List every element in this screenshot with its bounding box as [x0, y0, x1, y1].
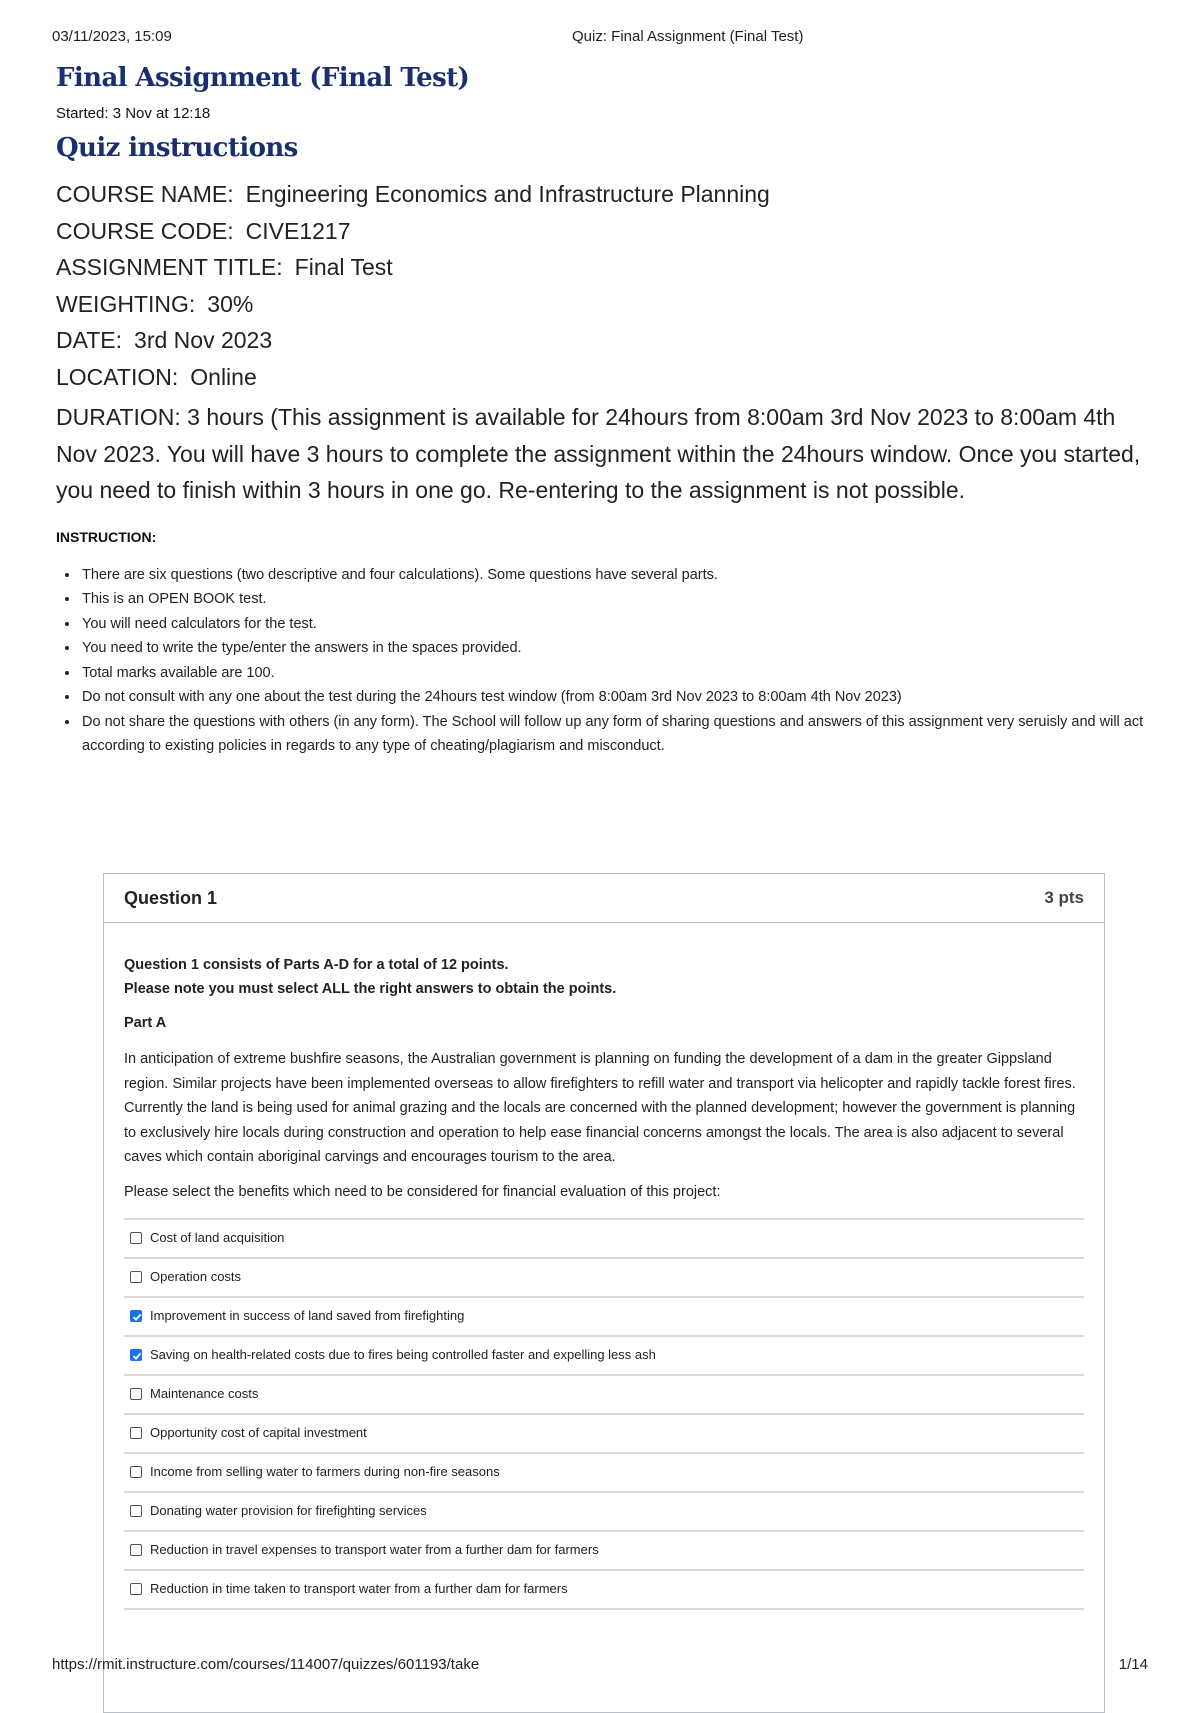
answer-option[interactable] [124, 1415, 1084, 1454]
answer-label: Donating water provision for firefighting services [150, 1502, 427, 1518]
print-url: https://rmit.instructure.com/courses/114007/quizzes/601193/take [52, 1656, 480, 1673]
instruction-item: • Do not consult with any one about the test during the 24hours test window (from 8:00am 3rd Nov 2023 to 8:00am 4th Nov 2023) [80, 685, 1156, 710]
answer-option[interactable] [124, 1298, 1084, 1337]
meta-key: DATE: [56, 327, 123, 353]
answer-option[interactable] [124, 1454, 1084, 1493]
question-part-label: Part A [124, 1015, 167, 1031]
answer-label: Opportunity cost of capital investment [150, 1424, 367, 1440]
meta-key: LOCATION: [56, 363, 179, 390]
instruction-list [56, 563, 1156, 759]
meta-course-name [56, 176, 1156, 213]
answer-label: Saving on health-related costs due to fires being controlled faster and expelling less ash [150, 1346, 656, 1362]
meta-date [56, 322, 1156, 359]
question-points: 3 pts [1044, 888, 1084, 907]
answer-option[interactable] [124, 1571, 1084, 1610]
print-date: 03/11/2023, 15:09 [52, 28, 172, 45]
checkbox-checked[interactable] [130, 1310, 142, 1322]
question-passage: In anticipation of extreme bushfire seasons, the Australian government is planning on funding the development of a dam in the greater Gippsland region. Similar projects have been implemented overseas to allow firefighters to refill water and transport via helicopter and rapidly tackle forest fires. Currently the land is being used for animal grazing and the locals are concerned with the planned development; however the government is planning to exclusively hire locals during construction and operation to help ease financial concerns amongst the locals. The area is also adjacent to several caves which contain aboriginal carvings and encourages tourism to the area. [124, 1051, 1076, 1166]
meta-key: ASSIGNMENT TITLE: [56, 254, 283, 280]
started-time: Started: 3 Nov at 12:18 [56, 105, 211, 122]
question-header [104, 874, 1104, 923]
checkmark-icon [132, 1312, 142, 1322]
print-footer [52, 1656, 1148, 1676]
answer-label: Maintenance costs [150, 1385, 259, 1401]
meta-assignment-title [56, 249, 1156, 286]
print-header [52, 28, 1148, 48]
answer-label: Reduction in time taken to transport water from a further dam for farmers [150, 1580, 568, 1596]
answer-list [124, 1218, 1084, 1610]
checkbox[interactable] [130, 1271, 142, 1283]
page-number: 1/14 [1118, 1656, 1148, 1673]
meta-location [56, 359, 1156, 396]
answer-option[interactable] [124, 1259, 1084, 1298]
checkbox[interactable] [130, 1505, 142, 1517]
meta-value: 3rd Nov 2023 [134, 327, 273, 353]
meta-key: COURSE CODE: [56, 217, 234, 244]
duration-text: DURATION: 3 hours (This assignment is available for 24hours from 8:00am 3rd Nov 2023 to 8:00am 4th Nov 2023. You will have 3 hours to complete the assignment within the 24hours window. Once you started, you need to finish within 3 hours in one go. Re-entering to the assignment is not possible. [56, 404, 1141, 503]
checkbox[interactable] [130, 1232, 142, 1244]
checkbox[interactable] [130, 1388, 142, 1400]
page-title: Final Assignment (Final Test) [56, 63, 470, 93]
answer-option[interactable] [124, 1220, 1084, 1259]
answer-label: Operation costs [150, 1268, 242, 1284]
instruction-item: • You will need calculators for the test. [80, 612, 1156, 637]
checkmark-icon [132, 1351, 142, 1361]
meta-key: COURSE NAME: [56, 181, 234, 207]
instruction-item: • This is an OPEN BOOK test. [80, 587, 1156, 612]
instruction-item: • Total marks available are 100. [80, 661, 1156, 686]
answer-option[interactable] [124, 1376, 1084, 1415]
meta-key: WEIGHTING: [56, 290, 196, 317]
question-intro: Question 1 consists of Parts A-D for a total of 12 points. [124, 957, 509, 973]
checkbox[interactable] [130, 1427, 142, 1439]
meta-value: Engineering Economics and Infrastructure Planning [245, 181, 770, 207]
instructions-heading: Quiz instructions [56, 133, 298, 163]
instruction-label: INSTRUCTION: [56, 528, 157, 545]
meta-value: Final Test [294, 254, 393, 280]
answer-option[interactable] [124, 1532, 1084, 1571]
answer-option[interactable] [124, 1337, 1084, 1376]
question-body [104, 923, 1104, 1610]
answer-label: Cost of land acquisition [150, 1229, 285, 1245]
answer-label: Income from selling water to farmers during non-fire seasons [150, 1463, 500, 1479]
print-tab-title: Quiz: Final Assignment (Final Test) [572, 28, 804, 45]
instruction-item: • Do not share the questions with others (in any form). The School will follow up any form of sharing questions and answers of this assignment very seruisly and will act according to existing policies in regards to any type of cheating/plagiarism and misconduct. [80, 710, 1156, 759]
meta-value: 30% [207, 290, 254, 317]
checkbox[interactable] [130, 1583, 142, 1595]
answer-label: Reduction in travel expenses to transport water from a further dam for farmers [150, 1541, 599, 1557]
meta-value: CIVE1217 [245, 217, 351, 244]
answer-label: Improvement in success of land saved from firefighting [150, 1307, 465, 1323]
checkbox[interactable] [130, 1466, 142, 1478]
checkbox[interactable] [130, 1544, 142, 1556]
meta-value: Online [190, 363, 257, 390]
question-note: Please note you must select ALL the right answers to obtain the points. [124, 981, 617, 997]
meta-weighting [56, 286, 1156, 323]
instruction-item: • There are six questions (two descriptive and four calculations). Some questions have several parts. [80, 563, 1156, 588]
question-card [103, 873, 1105, 1713]
question-prompt: Please select the benefits which need to be considered for financial evaluation of this project: [124, 1183, 721, 1200]
question-title: Question 1 [124, 888, 218, 908]
meta-course-code [56, 213, 1156, 250]
quiz-content [56, 60, 1156, 759]
checkbox-checked[interactable] [130, 1349, 142, 1361]
instruction-item: • You need to write the type/enter the answers in the spaces provided. [80, 636, 1156, 661]
answer-option[interactable] [124, 1493, 1084, 1532]
